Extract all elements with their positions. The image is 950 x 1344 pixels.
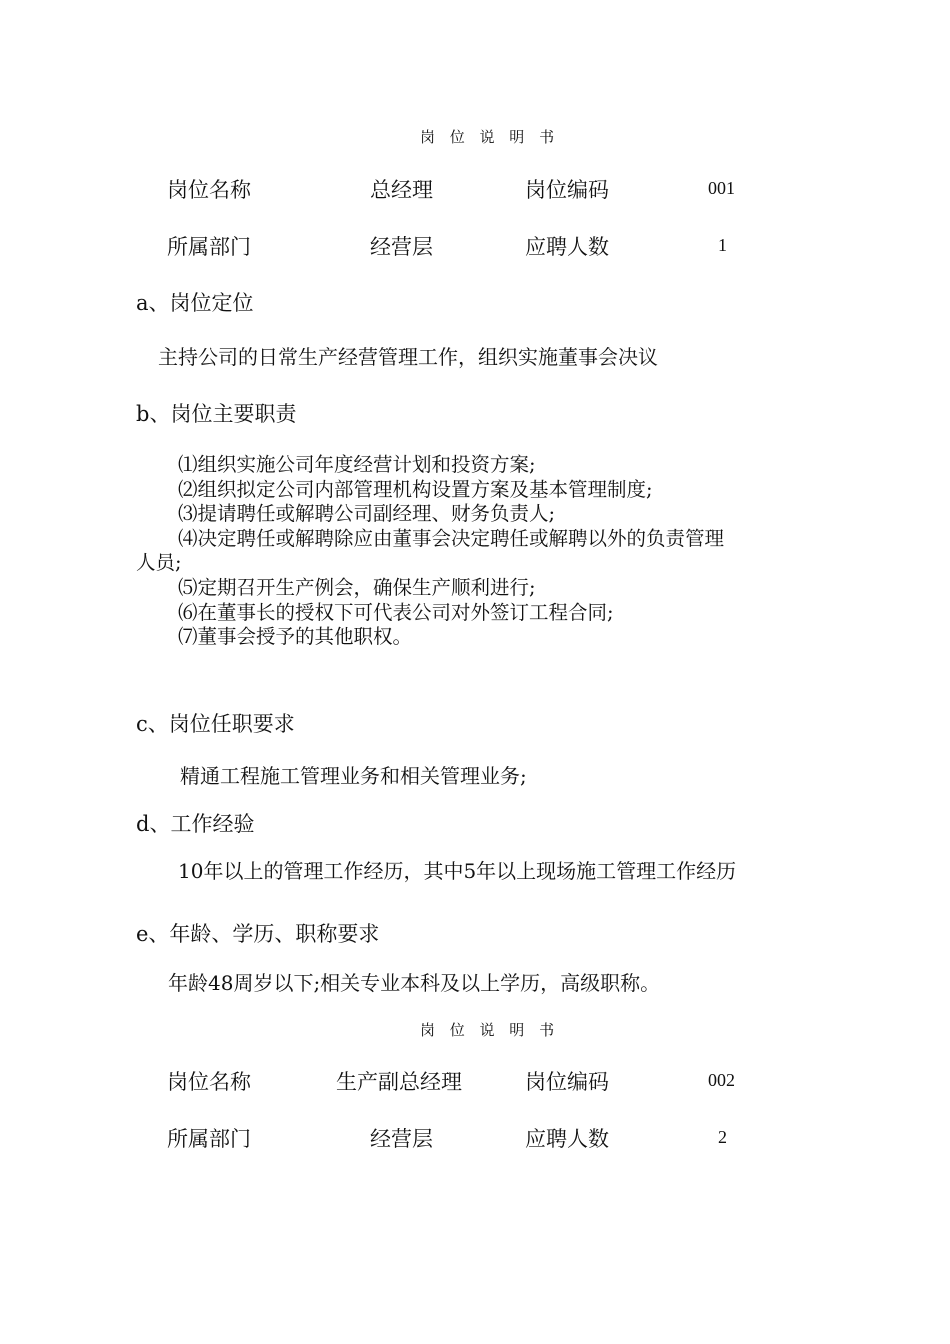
post-code-value: 002 [708,1070,735,1090]
post-code-label: 岗位编码 [525,1070,609,1094]
post-name-label: 岗位名称 [167,1070,251,1094]
section-c-text: 精通工程施工管理业务和相关管理业务; [180,764,527,788]
headcount-label: 应聘人数 [525,1127,609,1151]
department-value: 经营层 [370,235,433,259]
post-code-value: 001 [708,178,735,198]
post-code-label: 岗位编码 [525,178,609,202]
duty-item: ⑴组织实施公司年度经营计划和投资方案; [178,453,536,476]
section-d-text: 10年以上的管理工作经历，其中5年以上现场施工管理工作经历 [178,859,737,883]
headcount-label: 应聘人数 [525,235,609,259]
department-label: 所属部门 [167,235,251,259]
doc-title: 岗 位 说 明 书 [420,1021,560,1039]
section-a-text: 主持公司的日常生产经营管理工作，组织实施董事会决议 [158,345,658,369]
post-name-value: 总经理 [370,178,433,202]
department-label: 所属部门 [167,1127,251,1151]
department-value: 经营层 [370,1127,433,1151]
section-a-heading: a、岗位定位 [136,291,254,315]
duty-item: ⑹在董事长的授权下可代表公司对外签订工程合同; [178,601,614,624]
duty-item-continuation: 人员; [136,551,182,574]
doc-title: 岗 位 说 明 书 [420,128,560,146]
section-d-heading: d、工作经验 [136,812,255,836]
duty-item: ⑵组织拟定公司内部管理机构设置方案及基本管理制度; [178,478,653,501]
duty-item: ⑸定期召开生产例会，确保生产顺利进行; [178,576,536,599]
duty-item: ⑶提请聘任或解聘公司副经理、财务负责人; [178,502,556,525]
section-c-heading: c、岗位任职要求 [136,712,295,736]
section-e-text: 年龄48周岁以下;相关专业本科及以上学历，高级职称。 [168,971,661,995]
duty-item: ⑺董事会授予的其他职权。 [178,625,413,648]
headcount-value: 1 [718,235,727,255]
section-e-heading: e、年龄、学历、职称要求 [136,922,380,946]
post-name-value: 生产副总经理 [336,1070,462,1094]
duty-item: ⑷决定聘任或解聘除应由董事会决定聘任或解聘以外的负责管理 [178,527,725,550]
headcount-value: 2 [718,1127,727,1147]
section-b-heading: b、岗位主要职责 [136,402,297,426]
post-name-label: 岗位名称 [167,178,251,202]
